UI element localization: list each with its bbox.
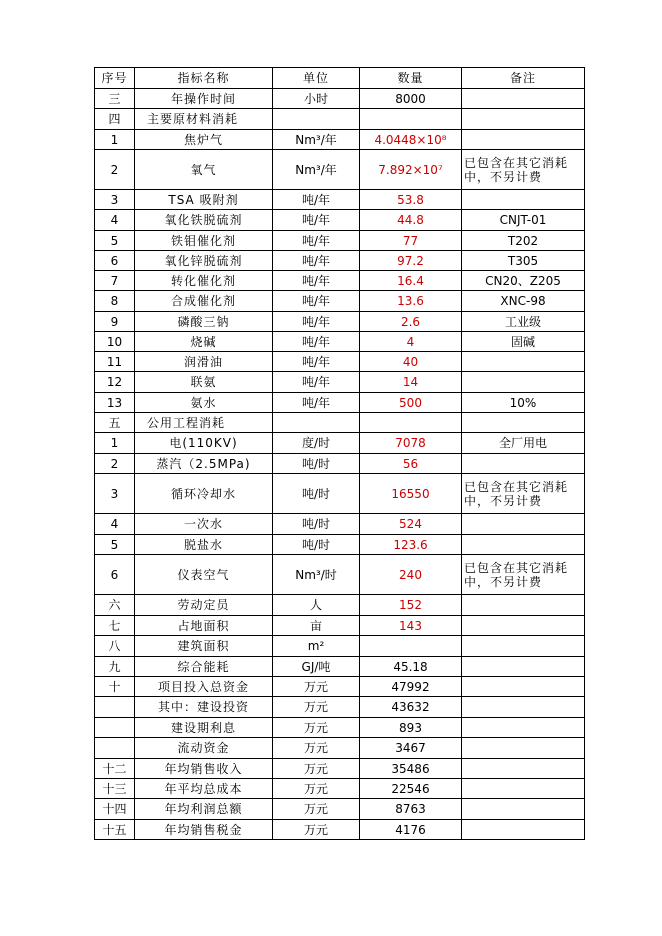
table-row [95, 130, 585, 150]
row-quantity: 47992 [360, 677, 462, 697]
row-unit: 吨/时 [273, 454, 360, 474]
row-unit: Nm³/年 [273, 130, 360, 150]
row-quantity [360, 109, 462, 130]
row-quantity: 44.8 [360, 210, 462, 231]
table-row [95, 616, 585, 636]
row-note [462, 657, 585, 677]
row-quantity: 13.6 [360, 291, 462, 312]
row-quantity: 893 [360, 718, 462, 738]
row-name: 项目投入总资金 [135, 677, 273, 697]
row-note [462, 413, 585, 433]
table-row [95, 535, 585, 555]
row-index: 2 [95, 150, 135, 190]
table-row [95, 251, 585, 271]
row-quantity: 3467 [360, 738, 462, 759]
row-unit: 吨/年 [273, 393, 360, 413]
row-index: 2 [95, 454, 135, 474]
row-note [462, 372, 585, 393]
row-unit: 万元 [273, 779, 360, 799]
row-index [95, 738, 135, 759]
row-unit: Nm³/时 [273, 555, 360, 595]
row-quantity: 4.0448×10⁸ [360, 130, 462, 150]
row-index: 五 [95, 413, 135, 433]
row-quantity: 97.2 [360, 251, 462, 271]
row-index: 8 [95, 291, 135, 312]
row-note: T202 [462, 231, 585, 251]
row-note: 10% [462, 393, 585, 413]
row-unit: 吨/年 [273, 210, 360, 231]
row-name: 综合能耗 [135, 657, 273, 677]
table-row [95, 779, 585, 799]
row-unit: 吨/时 [273, 474, 360, 514]
row-unit: Nm³/年 [273, 150, 360, 190]
row-unit: 万元 [273, 799, 360, 820]
table-row [95, 595, 585, 616]
row-note: 已包含在其它消耗中，不另计费 [462, 555, 585, 595]
row-index: 七 [95, 616, 135, 636]
row-note [462, 799, 585, 820]
header-quantity: 数量 [360, 68, 462, 89]
row-note [462, 514, 585, 535]
table-row [95, 291, 585, 312]
row-name: 合成催化剂 [135, 291, 273, 312]
row-name: 年操作时间 [135, 89, 273, 109]
row-index: 3 [95, 474, 135, 514]
row-unit: 亩 [273, 616, 360, 636]
row-index: 九 [95, 657, 135, 677]
row-note: 已包含在其它消耗中，不另计费 [462, 150, 585, 190]
row-note [462, 718, 585, 738]
header-note: 备注 [462, 68, 585, 89]
row-quantity: 43632 [360, 697, 462, 718]
table-row [95, 393, 585, 413]
row-unit: 小时 [273, 89, 360, 109]
row-note [462, 595, 585, 616]
table-row [95, 332, 585, 352]
row-note: CNJT-01 [462, 210, 585, 231]
table-row [95, 352, 585, 372]
row-index: 八 [95, 636, 135, 657]
row-index: 三 [95, 89, 135, 109]
row-note: T305 [462, 251, 585, 271]
row-quantity: 143 [360, 616, 462, 636]
table-row [95, 799, 585, 820]
row-quantity: 16.4 [360, 271, 462, 291]
row-unit: 万元 [273, 738, 360, 759]
row-index: 6 [95, 251, 135, 271]
table-row [95, 514, 585, 535]
row-index [95, 697, 135, 718]
row-quantity: 45.18 [360, 657, 462, 677]
row-note [462, 616, 585, 636]
row-name: 循环冷却水 [135, 474, 273, 514]
row-name: 仪表空气 [135, 555, 273, 595]
row-index: 5 [95, 535, 135, 555]
row-note [462, 130, 585, 150]
row-unit: 吨/年 [273, 372, 360, 393]
row-index [95, 718, 135, 738]
row-index: 12 [95, 372, 135, 393]
row-unit: GJ/吨 [273, 657, 360, 677]
row-name: 电(110KV) [135, 433, 273, 454]
row-note [462, 109, 585, 130]
row-index: 十三 [95, 779, 135, 799]
row-note [462, 190, 585, 210]
row-name: 氧化铁脱硫剂 [135, 210, 273, 231]
table-row [95, 210, 585, 231]
row-quantity: 14 [360, 372, 462, 393]
row-name: 转化催化剂 [135, 271, 273, 291]
row-name: 公用工程消耗 [135, 413, 273, 433]
row-quantity: 7078 [360, 433, 462, 454]
table-row [95, 697, 585, 718]
row-name: 建设期利息 [135, 718, 273, 738]
row-note [462, 779, 585, 799]
row-quantity: 56 [360, 454, 462, 474]
row-quantity: 35486 [360, 759, 462, 779]
row-unit: 吨/年 [273, 332, 360, 352]
table-row [95, 433, 585, 454]
row-unit: 万元 [273, 820, 360, 840]
row-index: 5 [95, 231, 135, 251]
row-index: 十五 [95, 820, 135, 840]
table-row [95, 89, 585, 109]
row-index: 1 [95, 130, 135, 150]
row-unit: 吨/年 [273, 291, 360, 312]
row-name: 联氨 [135, 372, 273, 393]
table-row [95, 312, 585, 332]
row-unit: 人 [273, 595, 360, 616]
table-row [95, 759, 585, 779]
row-name: 主要原材料消耗 [135, 109, 273, 130]
table-row [95, 474, 585, 514]
row-index: 13 [95, 393, 135, 413]
row-index: 1 [95, 433, 135, 454]
row-quantity: 152 [360, 595, 462, 616]
row-quantity: 40 [360, 352, 462, 372]
row-name: 劳动定员 [135, 595, 273, 616]
row-note: 已包含在其它消耗中，不另计费 [462, 474, 585, 514]
row-unit: 吨/时 [273, 535, 360, 555]
row-name: 年均销售收入 [135, 759, 273, 779]
row-index: 9 [95, 312, 135, 332]
row-note [462, 677, 585, 697]
row-note [462, 535, 585, 555]
row-unit: 万元 [273, 677, 360, 697]
header-name: 指标名称 [135, 68, 273, 89]
row-name: 蒸汽（2.5MPa) [135, 454, 273, 474]
row-note: CN20、Z205 [462, 271, 585, 291]
row-quantity [360, 413, 462, 433]
table-body [95, 68, 585, 840]
row-note [462, 697, 585, 718]
row-name: 烧碱 [135, 332, 273, 352]
row-note: 固碱 [462, 332, 585, 352]
table-row [95, 413, 585, 433]
row-quantity [360, 636, 462, 657]
row-unit: 万元 [273, 697, 360, 718]
table-row [95, 372, 585, 393]
row-note [462, 352, 585, 372]
table-row [95, 150, 585, 190]
row-quantity: 77 [360, 231, 462, 251]
row-quantity: 22546 [360, 779, 462, 799]
row-index: 4 [95, 210, 135, 231]
header-unit: 单位 [273, 68, 360, 89]
row-name: 年均利润总额 [135, 799, 273, 820]
table-row [95, 738, 585, 759]
row-quantity: 500 [360, 393, 462, 413]
row-index: 6 [95, 555, 135, 595]
row-name: 氧化锌脱硫剂 [135, 251, 273, 271]
table-row [95, 636, 585, 657]
row-name: 年平均总成本 [135, 779, 273, 799]
row-unit: 吨/年 [273, 231, 360, 251]
table-row [95, 109, 585, 130]
row-unit: 吨/年 [273, 251, 360, 271]
row-unit: 吨/年 [273, 352, 360, 372]
row-quantity: 8000 [360, 89, 462, 109]
row-note [462, 636, 585, 657]
row-quantity: 53.8 [360, 190, 462, 210]
table-row [95, 454, 585, 474]
row-index: 十四 [95, 799, 135, 820]
row-quantity: 4176 [360, 820, 462, 840]
row-name: 建筑面积 [135, 636, 273, 657]
row-quantity: 2.6 [360, 312, 462, 332]
table-row [95, 190, 585, 210]
row-quantity: 7.892×10⁷ [360, 150, 462, 190]
row-index: 六 [95, 595, 135, 616]
row-note: 全厂用电 [462, 433, 585, 454]
row-unit: 吨/年 [273, 271, 360, 291]
table-row [95, 677, 585, 697]
row-name: 占地面积 [135, 616, 273, 636]
row-name: 年均销售税金 [135, 820, 273, 840]
row-index: 十二 [95, 759, 135, 779]
table-header-row [95, 68, 585, 89]
row-index: 10 [95, 332, 135, 352]
row-name: 焦炉气 [135, 130, 273, 150]
row-name: 润滑油 [135, 352, 273, 372]
row-quantity: 240 [360, 555, 462, 595]
row-name: 磷酸三钠 [135, 312, 273, 332]
row-quantity: 16550 [360, 474, 462, 514]
row-note [462, 759, 585, 779]
table-row [95, 820, 585, 840]
row-name: TSA 吸附剂 [135, 190, 273, 210]
row-name: 铁钼催化剂 [135, 231, 273, 251]
row-note: XNC-98 [462, 291, 585, 312]
row-name: 流动资金 [135, 738, 273, 759]
row-unit: 度/时 [273, 433, 360, 454]
row-note [462, 820, 585, 840]
header-index: 序号 [95, 68, 135, 89]
row-index: 7 [95, 271, 135, 291]
row-note: 工业级 [462, 312, 585, 332]
table-row [95, 555, 585, 595]
row-index: 11 [95, 352, 135, 372]
row-quantity: 4 [360, 332, 462, 352]
row-name: 其中：建设投资 [135, 697, 273, 718]
row-unit: 吨/年 [273, 190, 360, 210]
row-unit: 吨/年 [273, 312, 360, 332]
row-name: 脱盐水 [135, 535, 273, 555]
table-row [95, 231, 585, 251]
row-quantity: 524 [360, 514, 462, 535]
row-unit [273, 413, 360, 433]
indicator-table [94, 67, 585, 840]
row-unit: 吨/时 [273, 514, 360, 535]
row-unit: 万元 [273, 718, 360, 738]
row-unit [273, 109, 360, 130]
row-note [462, 89, 585, 109]
row-name: 一次水 [135, 514, 273, 535]
row-index: 四 [95, 109, 135, 130]
row-unit: m² [273, 636, 360, 657]
row-name: 氨水 [135, 393, 273, 413]
row-index: 3 [95, 190, 135, 210]
table-row [95, 718, 585, 738]
row-name: 氧气 [135, 150, 273, 190]
row-note [462, 738, 585, 759]
row-index: 十 [95, 677, 135, 697]
row-unit: 万元 [273, 759, 360, 779]
table-row [95, 271, 585, 291]
row-note [462, 454, 585, 474]
row-index: 4 [95, 514, 135, 535]
row-quantity: 8763 [360, 799, 462, 820]
table-row [95, 657, 585, 677]
row-quantity: 123.6 [360, 535, 462, 555]
